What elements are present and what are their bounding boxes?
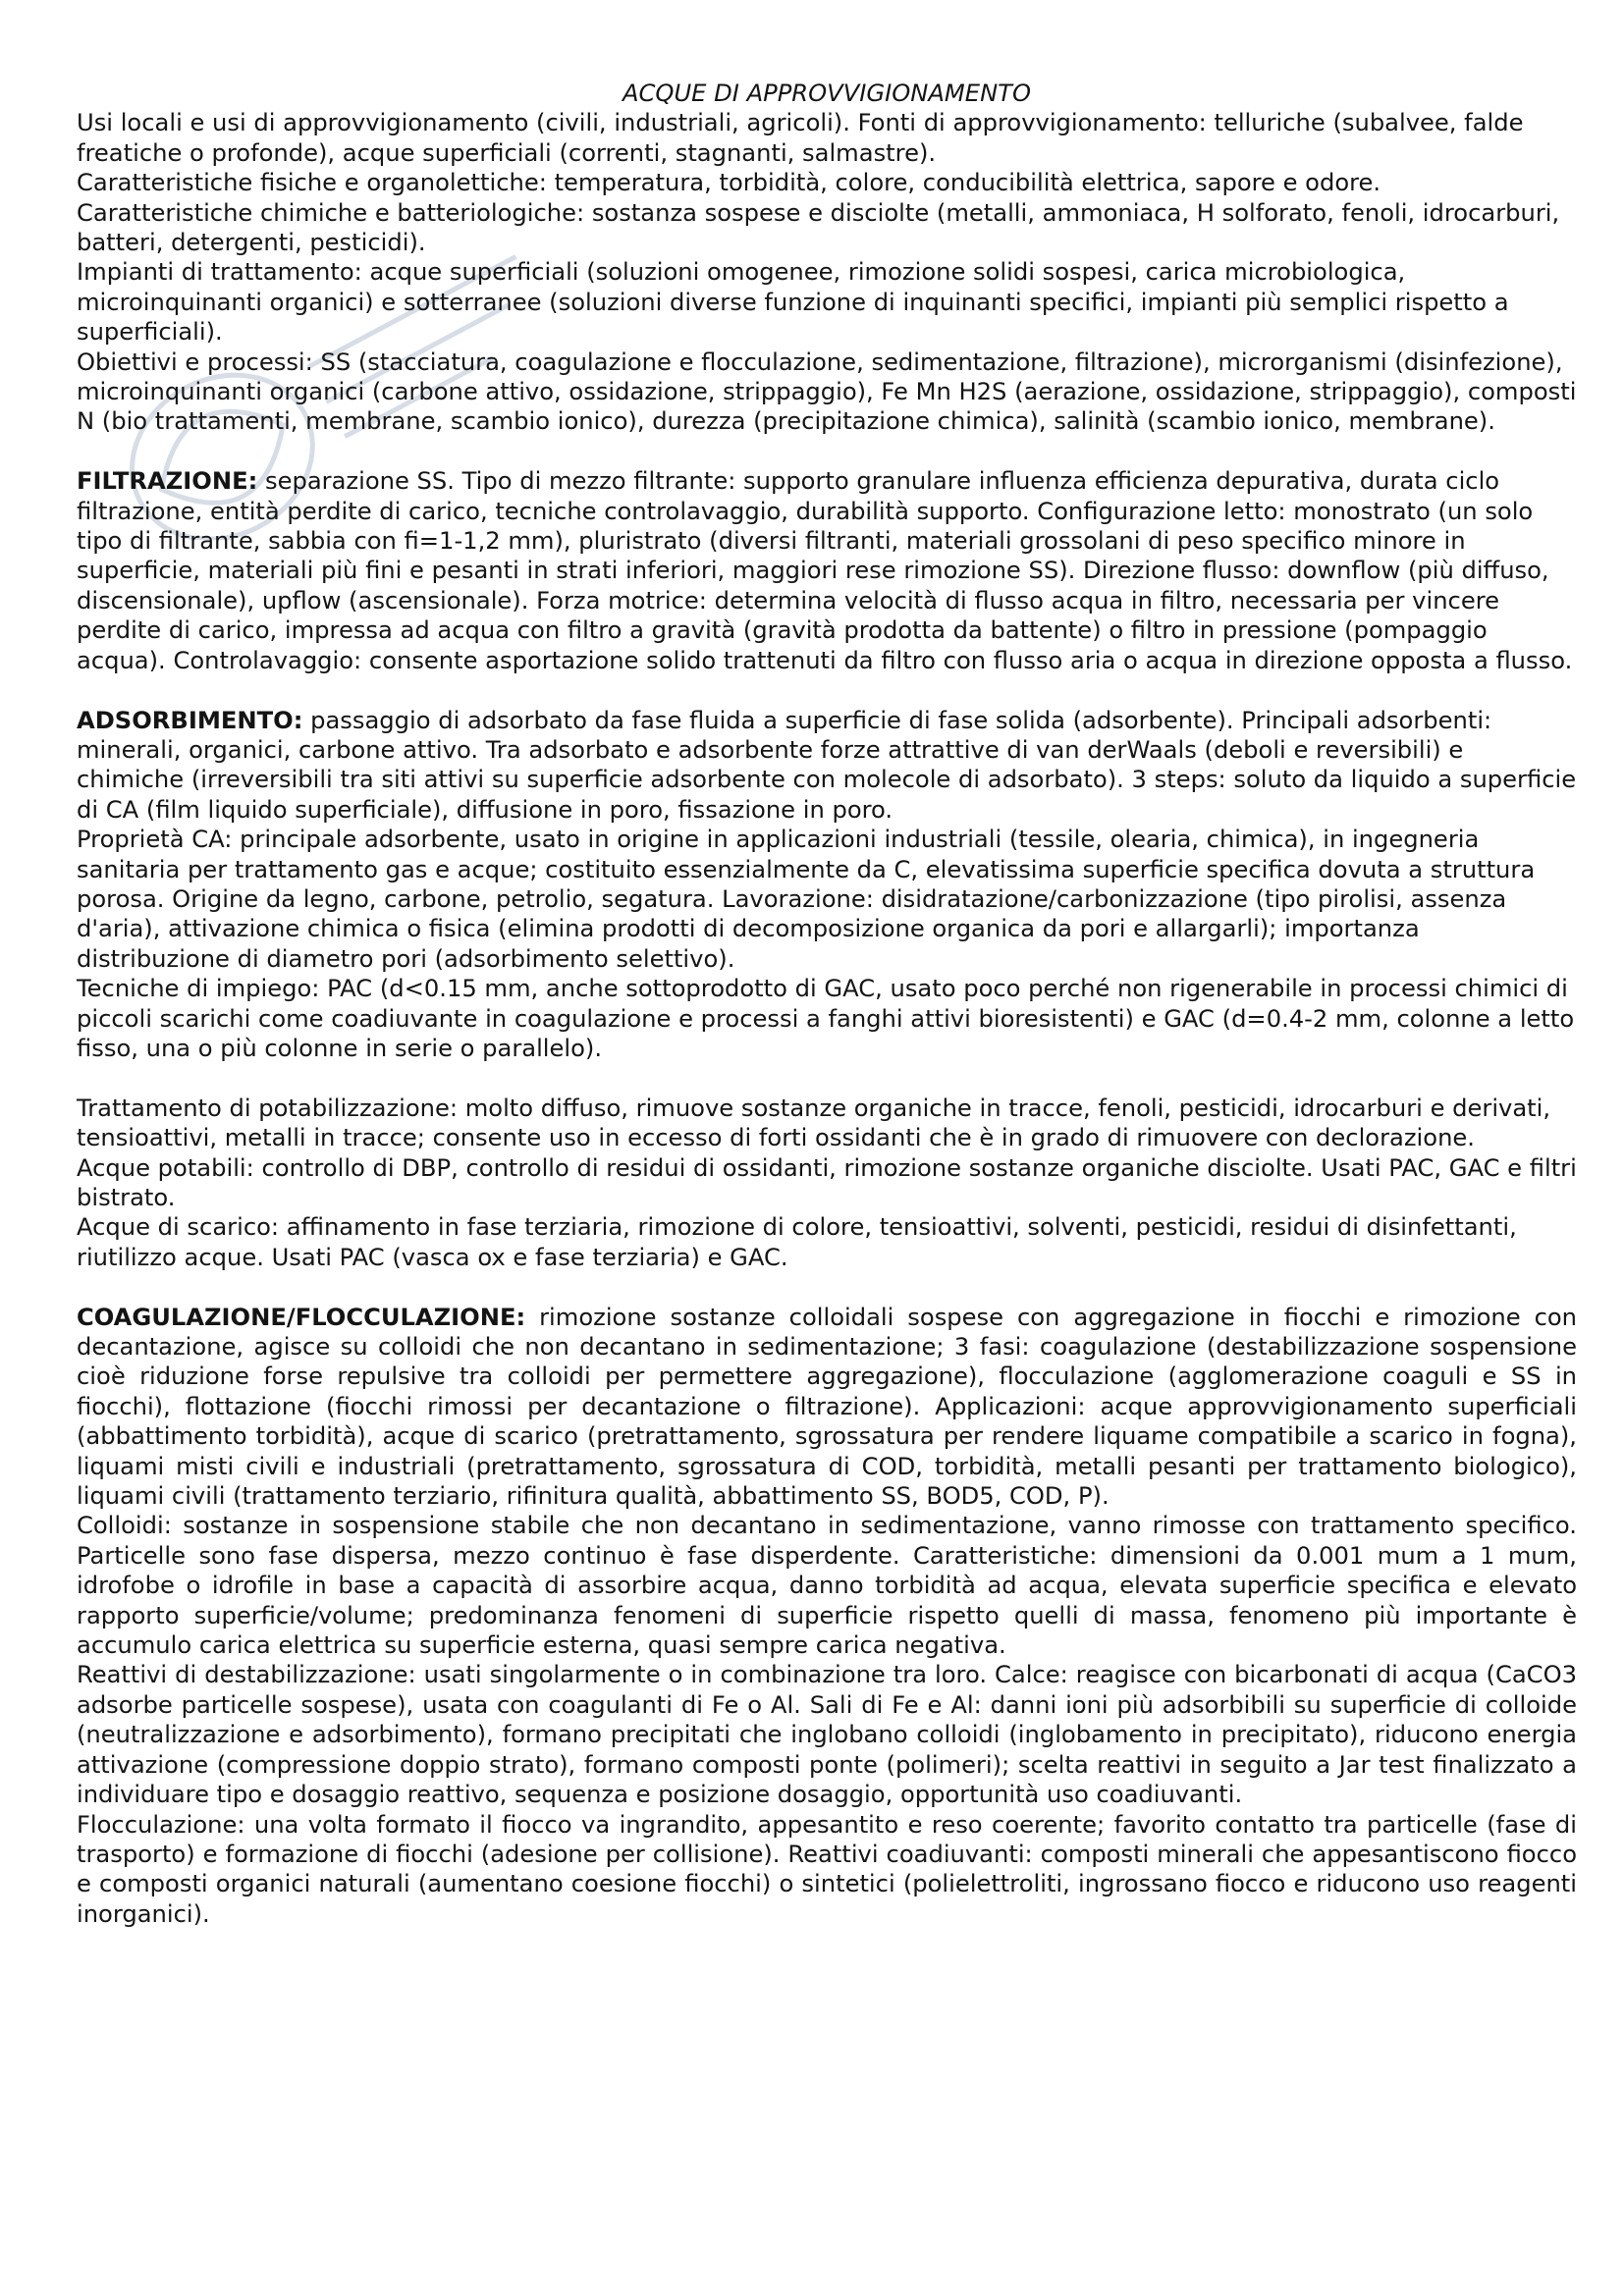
coagulazione-heading: COAGULAZIONE/FLOCCULAZIONE: bbox=[77, 1303, 526, 1331]
intro-paragraph: Caratteristiche chimiche e batteriologiche: sostanza sospese e disciolte (metalli, ammoniaca, H solforato, fenoli, idrocarburi, batteri, detergenti, pesticidi). bbox=[77, 198, 1560, 257]
intro-paragraph: Obiettivi e processi: SS (stacciatura, coagulazione e flocculazione, sedimentazione, filtrazione), microrganismi (disinfezione), microinquinanti organici (carbone attivo, ossidazione, strippaggio), Fe Mn H2S (aerazione, ossidazione, strippaggio), composti N (bio trattamenti, membrane, scambio ionico), durezza (precipitazione chimica), salinità (scambio ionico, membrane). bbox=[77, 347, 1577, 436]
adsorbimento-paragraph bbox=[77, 706, 1577, 826]
coagulazione-section bbox=[77, 1303, 1577, 1930]
potabilizzazione-paragraph: Acque di scarico: affinamento in fase terziaria, rimozione di colore, tensioattivi, solventi, pesticidi, residui di disinfettanti, riutilizzo acque. Usati PAC (vasca ox e fase terziaria) e GAC. bbox=[77, 1213, 1517, 1271]
coagulazione-text: rimozione sostanze colloidali sospese con aggregazione in fiocchi e rimozione con decantazione, agisce su colloidi che non decantano in sedimentazione; 3 fasi: coagulazione (destabilizzazione sospensione cioè riduzione forse repulsive tra colloidi per permettere aggregazione), flocculazione (agglomerazione coaguli e SS in fiocchi), flottazione (fiocchi rimossi per decantazione o filtrazione). Applicazioni: acque approvvigionamento superficiali (abbattimento torbidità), acque di scarico (pretrattamento, sgrossatura per rendere liquame compatibile a scarico in fogna), liquami misti civili e industriali (pretrattamento, sgrossatura di COD, torbidità, metalli pesanti per trattamento biologico), liquami civili (trattamento terziario, rifinitura qualità, abbattimento SS, BOD5, COD, P). bbox=[77, 1303, 1577, 1511]
adsorbimento-paragraph: Proprietà CA: principale adsorbente, usato in origine in applicazioni industriali (tessile, olearia, chimica), in ingegneria sanitaria per trattamento gas e acque; costituito essenzialmente da C, elevatissima superficie specifica dovuta a struttura porosa. Origine da legno, carbone, petrolio, segatura. Lavorazione: disidratazione/carbonizzazione (tipo pirolisi, assenza d'aria), attivazione chimica o fisica (elimina prodotti di decomposizione organica da pori e allargarli); importanza distribuzione di diametro pori (adsorbimento selettivo). bbox=[77, 826, 1536, 973]
adsorbimento-paragraph: Tecniche di impiego: PAC (d<0.15 mm, anche sottoprodotto di GAC, usato poco perché non rigenerabile in processi chimici di piccoli scarichi come coadiuvante in coagulazione e processi a fanghi attivi bioresistenti) e GAC (d=0.4-2 mm, colonne a letto fisso, una o più colonne in serie o parallelo). bbox=[77, 975, 1575, 1062]
intro-paragraph: Impianti di trattamento: acque superficiali (soluzioni omogenee, rimozione solidi sospesi, carica microbiologica, microinquinanti organici) e sotterranee (soluzioni diverse funzione di inquinanti specifici, impianti più semplici rispetto a superficiali). bbox=[77, 258, 1509, 347]
filtrazione-text: separazione SS. Tipo di mezzo filtrante: supporto granulare influenza efficienza depurativa, durata ciclo filtrazione, entità perdite di carico, tecniche controlavaggio, durabilità supporto. Configurazione letto: monostrato (un solo tipo di filtrante, sabbia con fi=1-1,2 mm), pluristrato (diversi filtranti, materiali grossolani di peso specifico minore in superficie, materiali più fini e pesanti in strati inferiori, maggiori rese rimozione SS). Direzione flusso: downflow (più diffuso, discensionale), upflow (ascensionale). Forza motrice: determina velocità di flusso acqua in filtro, necessaria per vincere perdite di carico, impressa ad acqua con filtro a gravità (gravità prodotta da battente) o filtro in pressione (pompaggio acqua). Controlavaggio: consente asportazione solido trattenuti da filtro con flusso aria o acqua in direzione opposta a flusso. bbox=[77, 467, 1573, 674]
intro-paragraph: Caratteristiche fisiche e organolettiche: temperatura, torbidità, colore, conducibilità elettrica, sapore e odore. bbox=[77, 169, 1381, 197]
document-title: ACQUE DI APPROVVIGIONAMENTO bbox=[623, 80, 1031, 107]
potabilizzazione-paragraph: Trattamento di potabilizzazione: molto diffuso, rimuove sostanze organiche in tracce, fenoli, pesticidi, idrocarburi e derivati, tensioattivi, metalli in tracce; consente uso in eccesso di forti ossidanti che è in grado di rimuovere con declorazione. bbox=[77, 1094, 1551, 1152]
adsorbimento-text: passaggio di adsorbato da fase fluida a superficie di fase solida (adsorbente). Principali adsorbenti: minerali, organici, carbone attivo. Tra adsorbato e adsorbente forze attrattive di van derWaals (deboli e reversibili) e chimiche (irreversibili tra siti attivi su superficie adsorbente con molecole di adsorbato). 3 steps: soluto da liquido a superficie di CA (film liquido superficiale), diffusione in poro, fissazione in poro. bbox=[77, 706, 1577, 824]
document-body bbox=[77, 79, 1577, 1929]
filtrazione-paragraph bbox=[77, 466, 1577, 675]
coagulazione-paragraph: Colloidi: sostanze in sospensione stabile che non decantano in sedimentazione, vanno rimosse con trattamento specifico. Particelle sono fase dispersa, mezzo continuo è fase disperdente. Caratteristiche: dimensioni da 0.001 mum a 1 mum, idrofobe o idrofile in base a capacità di assorbire acqua, danno torbidità ad acqua, elevata superficie specifica e elevato rapporto superficie/volume; predominanza fenomeni di superficie rispetto quelli di massa, fenomeno più importante è accumulo carica elettrica su superficie esterna, quasi sempre carica negativa. bbox=[77, 1512, 1577, 1660]
intro-paragraph: Usi locali e usi di approvvigionamento (civili, industriali, agricoli). Fonti di approvvigionamento: telluriche (subalvee, falde freatiche o profonde), acque superficiali (correnti, stagnanti, salmastre). bbox=[77, 109, 1524, 167]
coagulazione-paragraph bbox=[77, 1303, 1577, 1512]
coagulazione-paragraph: Reattivi di destabilizzazione: usati singolarmente o in combinazione tra loro. Calce: reagisce con bicarbonati di acqua (CaCO3 adsorbe particelle sospese), usata con coagulanti di Fe o Al. Sali di Fe e Al: danni ioni più adsorbibili su superficie di colloide (neutralizzazione e adsorbimento), formano precipitati che inglobano colloidi (inglobamento in precipitato), riducono energia attivazione (compressione doppio strato), formano composti ponte (polimeri); scelta reattivi in seguito a Jar test finalizzato a individuare tipo e dosaggio reattivo, sequenza e posizione dosaggio, opportunità uso coadiuvanti. bbox=[77, 1661, 1577, 1809]
filtrazione-heading: FILTRAZIONE: bbox=[77, 467, 258, 496]
coagulazione-paragraph: Flocculazione: una volta formato il fiocco va ingrandito, appesantito e reso coerente; favorito contatto tra particelle (fase di trasporto) e formazione di fiocchi (adesione per collisione). Reattivi coadiuvanti: composti minerali che appesantiscono fiocco e composti organici naturali (aumentano coesione fiocchi) o sintetici (polielettroliti, ingrossano fiocco e riducono uso reagenti inorganici). bbox=[77, 1810, 1577, 1928]
potabilizzazione-paragraph: Acque potabili: controllo di DBP, controllo di residui di ossidanti, rimozione sostanze organiche disciolte. Usati PAC, GAC e filtri bistrato. bbox=[77, 1153, 1577, 1211]
adsorbimento-heading: ADSORBIMENTO: bbox=[77, 706, 303, 734]
